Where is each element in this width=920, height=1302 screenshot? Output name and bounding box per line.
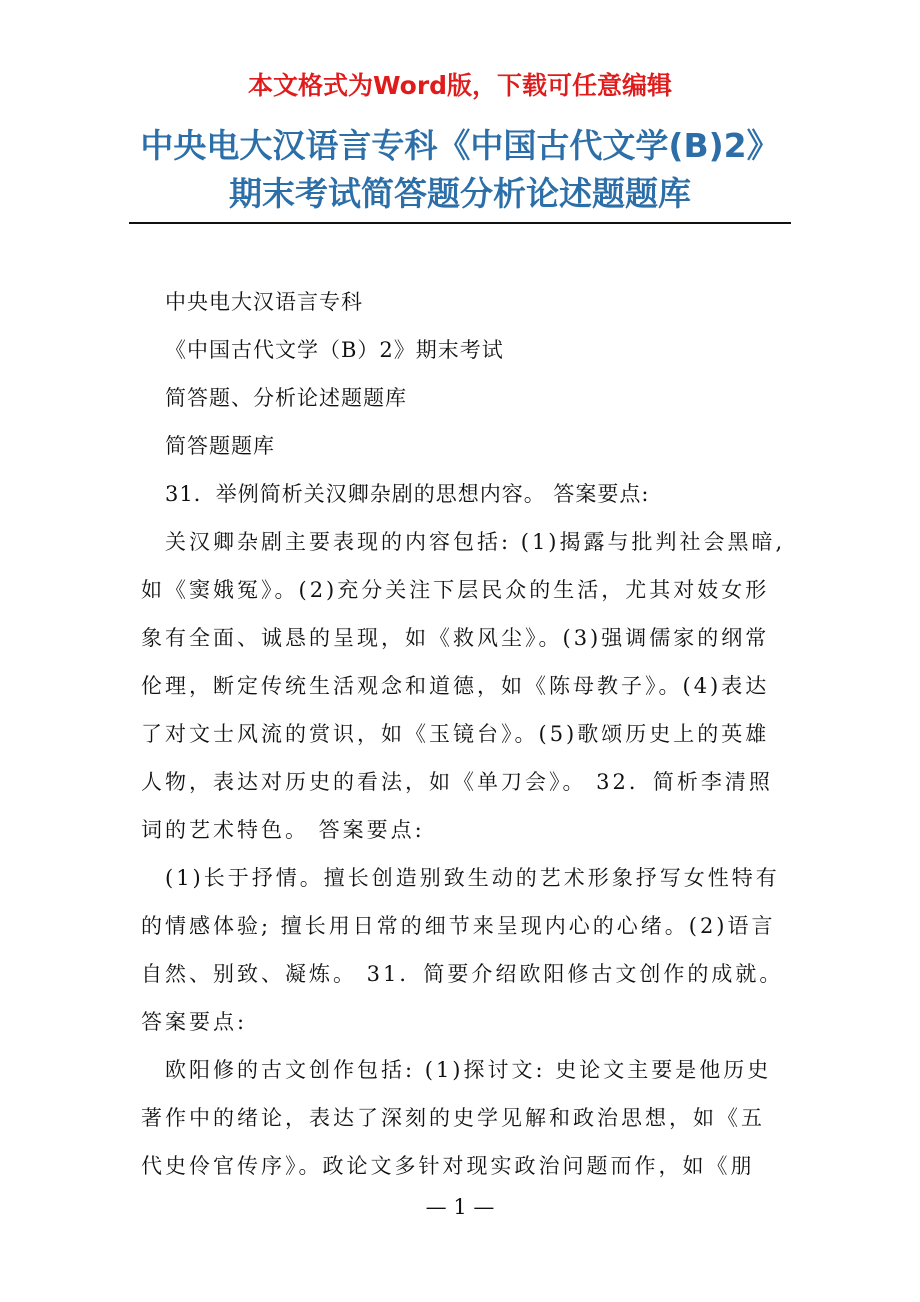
title-divider <box>129 222 791 224</box>
paragraph-line: 词的艺术特色。 答案要点: <box>141 818 425 842</box>
answer-paragraph-1 <box>141 518 791 854</box>
course-name: 中央电大汉语言专科 <box>165 290 363 314</box>
bank-title: 简答题、分析论述题题库 <box>165 386 407 410</box>
paragraph-line: 的情感体验; 擅长用日常的细节来呈现内心的心绪。(2)语言 <box>141 914 776 938</box>
exam-name: 《中国古代文学（B）2》期末考试 <box>165 338 504 362</box>
paragraph-line: 人物，表达对历史的看法，如《单刀会》。 32．简析李清照 <box>141 770 773 794</box>
paragraph-line: 关汉卿杂剧主要表现的内容包括: (1)揭露与批判社会黑暗, <box>165 530 786 554</box>
paragraph-line: 了对文士风流的赏识，如《玉镜台》。(5)歌颂历史上的英雄 <box>141 722 770 746</box>
paragraph-line: 如《窦娥冤》。(2)充分关注下层民众的生活，尤其对妓女形 <box>141 578 770 602</box>
page-number: — 1 — <box>425 1195 495 1219</box>
document-title-line-2: 期末考试简答题分析论述题题库 <box>229 174 691 213</box>
answer-paragraph-3 <box>141 1046 791 1190</box>
paragraph-line: 自然、别致、凝炼。 31．简要介绍欧阳修古文创作的成就。 <box>141 962 784 986</box>
paragraph-line: 欧阳修的古文创作包括: (1)探讨文: 史论文主要是他历史 <box>165 1058 772 1082</box>
question-31: 31．举例简析关汉卿杂剧的思想内容。 答案要点: <box>165 482 650 506</box>
paragraph-line: (1)长于抒情。擅长创造别致生动的艺术形象抒写女性特有 <box>165 866 780 890</box>
paragraph-line: 象有全面、诚恳的呈现，如《救风尘》。(3)强调儒家的纲常 <box>141 626 770 650</box>
paragraph-line: 伦理，断定传统生活观念和道德，如《陈母教子》。(4)表达 <box>141 674 770 698</box>
format-notice: 本文格式为Word版，下载可任意编辑 <box>247 71 673 100</box>
paragraph-line: 答案要点: <box>141 1010 248 1034</box>
document-body <box>141 278 791 1190</box>
answer-paragraph-2 <box>141 854 791 1046</box>
document-title <box>0 122 920 218</box>
document-title-line-1: 中央电大汉语言专科《中国古代文学(B)2》 <box>140 126 780 165</box>
paragraph-line: 著作中的绪论，表达了深刻的史学见解和政治思想，如《五 <box>141 1106 765 1130</box>
paragraph-line: 代史伶官传序》。政论文多针对现实政治问题而作，如《朋 <box>141 1154 755 1178</box>
section-heading: 简答题题库 <box>165 434 275 458</box>
